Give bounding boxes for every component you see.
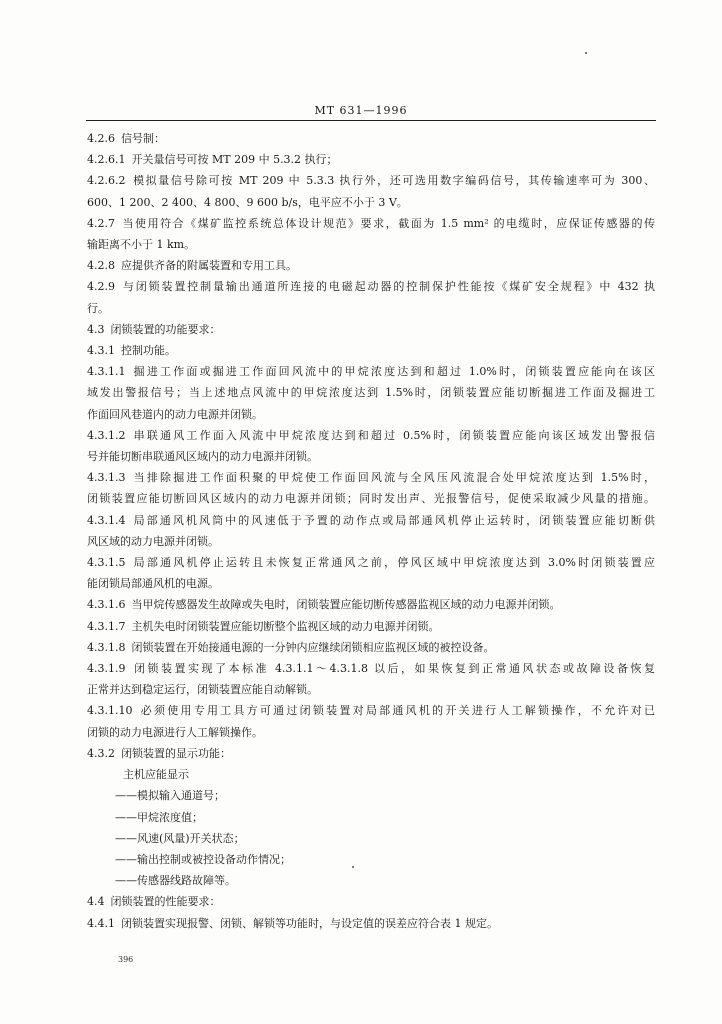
page-number: 396: [118, 955, 134, 964]
clause-number: 4.3.1: [87, 344, 115, 358]
continuation-line: [87, 849, 655, 870]
clause-text: 与闭锁装置控制量输出通道所连接的电磁起动器的控制保护性能按《煤矿安全规程》中 432 执: [121, 280, 655, 294]
clause-text: ——甲烷浓度值；: [115, 810, 203, 824]
clause-text: 输距离不小于 1 km。: [87, 238, 196, 252]
clause-text: 风区域的动力电源并闭锁。: [87, 534, 219, 548]
clause-text: ——风速(风量)开关状态；: [115, 831, 245, 845]
clause-line: [87, 149, 655, 170]
continuation-line: [87, 446, 655, 467]
clause-text: ——传感器线路故障等。: [115, 874, 236, 888]
clause-text: 串联通风工作面入风流中甲烷浓度达到和超过 0.5%时，闭锁装置应能向该区域发出警报信: [131, 428, 655, 442]
clause-line: [87, 319, 655, 340]
clause-line: [87, 913, 655, 934]
clause-text: 闭锁装置的性能要求：: [110, 895, 221, 909]
continuation-line: [87, 531, 655, 552]
clause-text: 主机失电时闭锁装置应能切断整个监视区域的动力电源并闭锁。: [131, 619, 440, 633]
continuation-line: [87, 722, 655, 743]
clause-text: 应提供齐备的附属装置和专用工具。: [121, 259, 297, 273]
continuation-line: [87, 807, 655, 828]
clause-text: 域发出警报信号；当上述地点风流中的甲烷浓度达到 1.5%时，闭锁装置应能切断掘进工作面及掘进工: [87, 386, 655, 400]
clause-line: [87, 213, 655, 234]
continuation-line: [87, 234, 655, 255]
clause-text: 闭锁装置在开始接通电源的一分钟内应继续闭锁相应监视区域的被控设备。: [131, 640, 495, 654]
clause-number: 4.3.1.9: [87, 662, 126, 676]
clause-number: 4.4.1: [87, 916, 115, 930]
clause-line: [87, 255, 655, 276]
clause-line: [87, 510, 655, 531]
clause-text: 控制功能。: [121, 344, 176, 358]
continuation-line: [87, 764, 655, 785]
clause-line: [87, 891, 655, 912]
clause-number: 4.3.1.8: [87, 640, 126, 654]
clause-text: 闭锁的动力电源进行人工解锁操作。: [87, 725, 263, 739]
clause-number: 4.4: [87, 895, 105, 909]
continuation-line: [87, 785, 655, 806]
clause-text: 闭锁装置的功能要求：: [110, 322, 221, 336]
clause-line: [87, 467, 655, 488]
clause-number: 4.3.1.3: [87, 471, 126, 485]
clause-number: 4.3.1.7: [87, 619, 126, 633]
clause-text: 当排除掘进工作面积聚的甲烷使工作面回风流与全风压风流混合处甲烷浓度达到 1.5%时，: [131, 471, 655, 485]
clause-number: 4.2.7: [87, 216, 115, 230]
continuation-line: [87, 192, 655, 213]
clause-number: 4.2.9: [87, 280, 115, 294]
scan-speck: [585, 52, 587, 54]
clause-number: 4.3.1.4: [87, 513, 126, 527]
clause-text: 当使用符合《煤矿监控系统总体设计规范》要求，截面为 1.5 mm² 的电缆时，应保证传感器的传: [121, 216, 655, 230]
continuation-line: [87, 573, 655, 594]
clause-text: 作面回风巷道内的动力电源并闭锁。: [87, 407, 263, 421]
clause-line: [87, 361, 655, 382]
continuation-line: [87, 870, 655, 891]
clause-text: 模拟量信号除可按 MT 209 中 5.3.3 执行外，还可选用数字编码信号，其传输速率可为 300、: [131, 174, 655, 188]
clause-text: 能闭锁局部通风机的电源。: [87, 577, 219, 591]
clause-text: 闭锁装置应能切断回风区域内的动力电源并闭锁；同时发出声、光报警信号，促使采取减少风量的措施。: [87, 492, 655, 506]
clause-number: 4.2.6.1: [87, 153, 126, 167]
continuation-line: [87, 488, 655, 509]
clause-number: 4.2.6.2: [87, 174, 126, 188]
clause-text: 闭锁装置的显示功能：: [121, 746, 231, 760]
continuation-line: [87, 298, 655, 319]
clause-number: 4.2.6: [87, 132, 115, 145]
clause-number: 4.3.1.10: [87, 704, 133, 718]
clause-line: [87, 340, 655, 361]
header-rule: [86, 120, 656, 121]
clause-line: [87, 658, 655, 679]
clause-line: [87, 700, 655, 721]
clause-number: 4.3.1.2: [87, 428, 126, 442]
clause-number: 4.3: [87, 322, 105, 336]
clause-number: 4.3.1.1: [87, 365, 126, 379]
clause-text: 行。: [87, 301, 109, 315]
clause-text: 闭锁装置实现了本标准 4.3.1.1～4.3.1.8 以后，如果恢复到正常通风状态或故障设备恢复: [131, 662, 655, 676]
clause-text: 600、1 200、2 400、4 800、9 600 b/s，电平应不小于 3 V。: [87, 195, 408, 209]
clause-text: 局部通风机风筒中的风速低于予置的动作点或局部通风机停止运转时，闭锁装置应能切断供: [131, 513, 655, 527]
clause-line: [87, 425, 655, 446]
clause-number: 4.2.8: [87, 259, 115, 273]
clause-number: 4.3.1.6: [87, 598, 126, 612]
clause-text: 当甲烷传感器发生故障或失电时，闭锁装置应能切断传感器监视区域的动力电源并闭锁。: [131, 598, 561, 612]
clause-text: 号并能切断串联通风区域内的动力电源并闭锁。: [87, 450, 318, 464]
clause-text: 开关量信号可按 MT 209 中 5.3.2 执行；: [131, 153, 338, 167]
page-header-code: MT 631—1996: [314, 104, 408, 117]
continuation-line: [87, 679, 655, 700]
clause-text: 必须使用专用工具方可通过闭锁装置对局部通风机的开关进行人工解锁操作，不允许对已: [138, 704, 655, 718]
clause-text: 局部通风机停止运转且未恢复正常通风之前，停风区域中甲烷浓度达到 3.0%时闭锁装置应: [131, 556, 655, 570]
continuation-line: [87, 828, 655, 849]
clause-text: 主机应能显示: [123, 768, 189, 782]
continuation-line: [87, 404, 655, 425]
clause-text: ——输出控制或被控设备动作情况；: [115, 852, 291, 866]
clause-line: [87, 743, 655, 764]
clause-line: [87, 170, 655, 191]
clause-text: 闭锁装置实现报警、闭锁、解锁等功能时，与设定值的误差应符合表 1 规定。: [121, 916, 498, 930]
clause-line: [87, 637, 655, 658]
clause-text: 正常并达到稳定运行，闭锁装置应能自动解锁。: [87, 683, 318, 697]
clause-line: [87, 594, 655, 615]
clause-line: [87, 552, 655, 573]
clause-text: 掘进工作面或掘进工作面回风流中的甲烷浓度达到和超过 1.0%时，闭锁装置应能向在该区: [131, 365, 655, 379]
clause-number: 4.3.2: [87, 746, 115, 760]
clause-text: ——模拟输入通道号；: [115, 789, 225, 803]
clause-text: 信号制：: [121, 132, 165, 145]
scan-speck: [352, 866, 354, 868]
clause-line: [87, 616, 655, 637]
clause-line: [87, 128, 655, 149]
document-body: [87, 128, 655, 934]
clause-number: 4.3.1.5: [87, 556, 126, 570]
continuation-line: [87, 382, 655, 403]
clause-line: [87, 276, 655, 297]
